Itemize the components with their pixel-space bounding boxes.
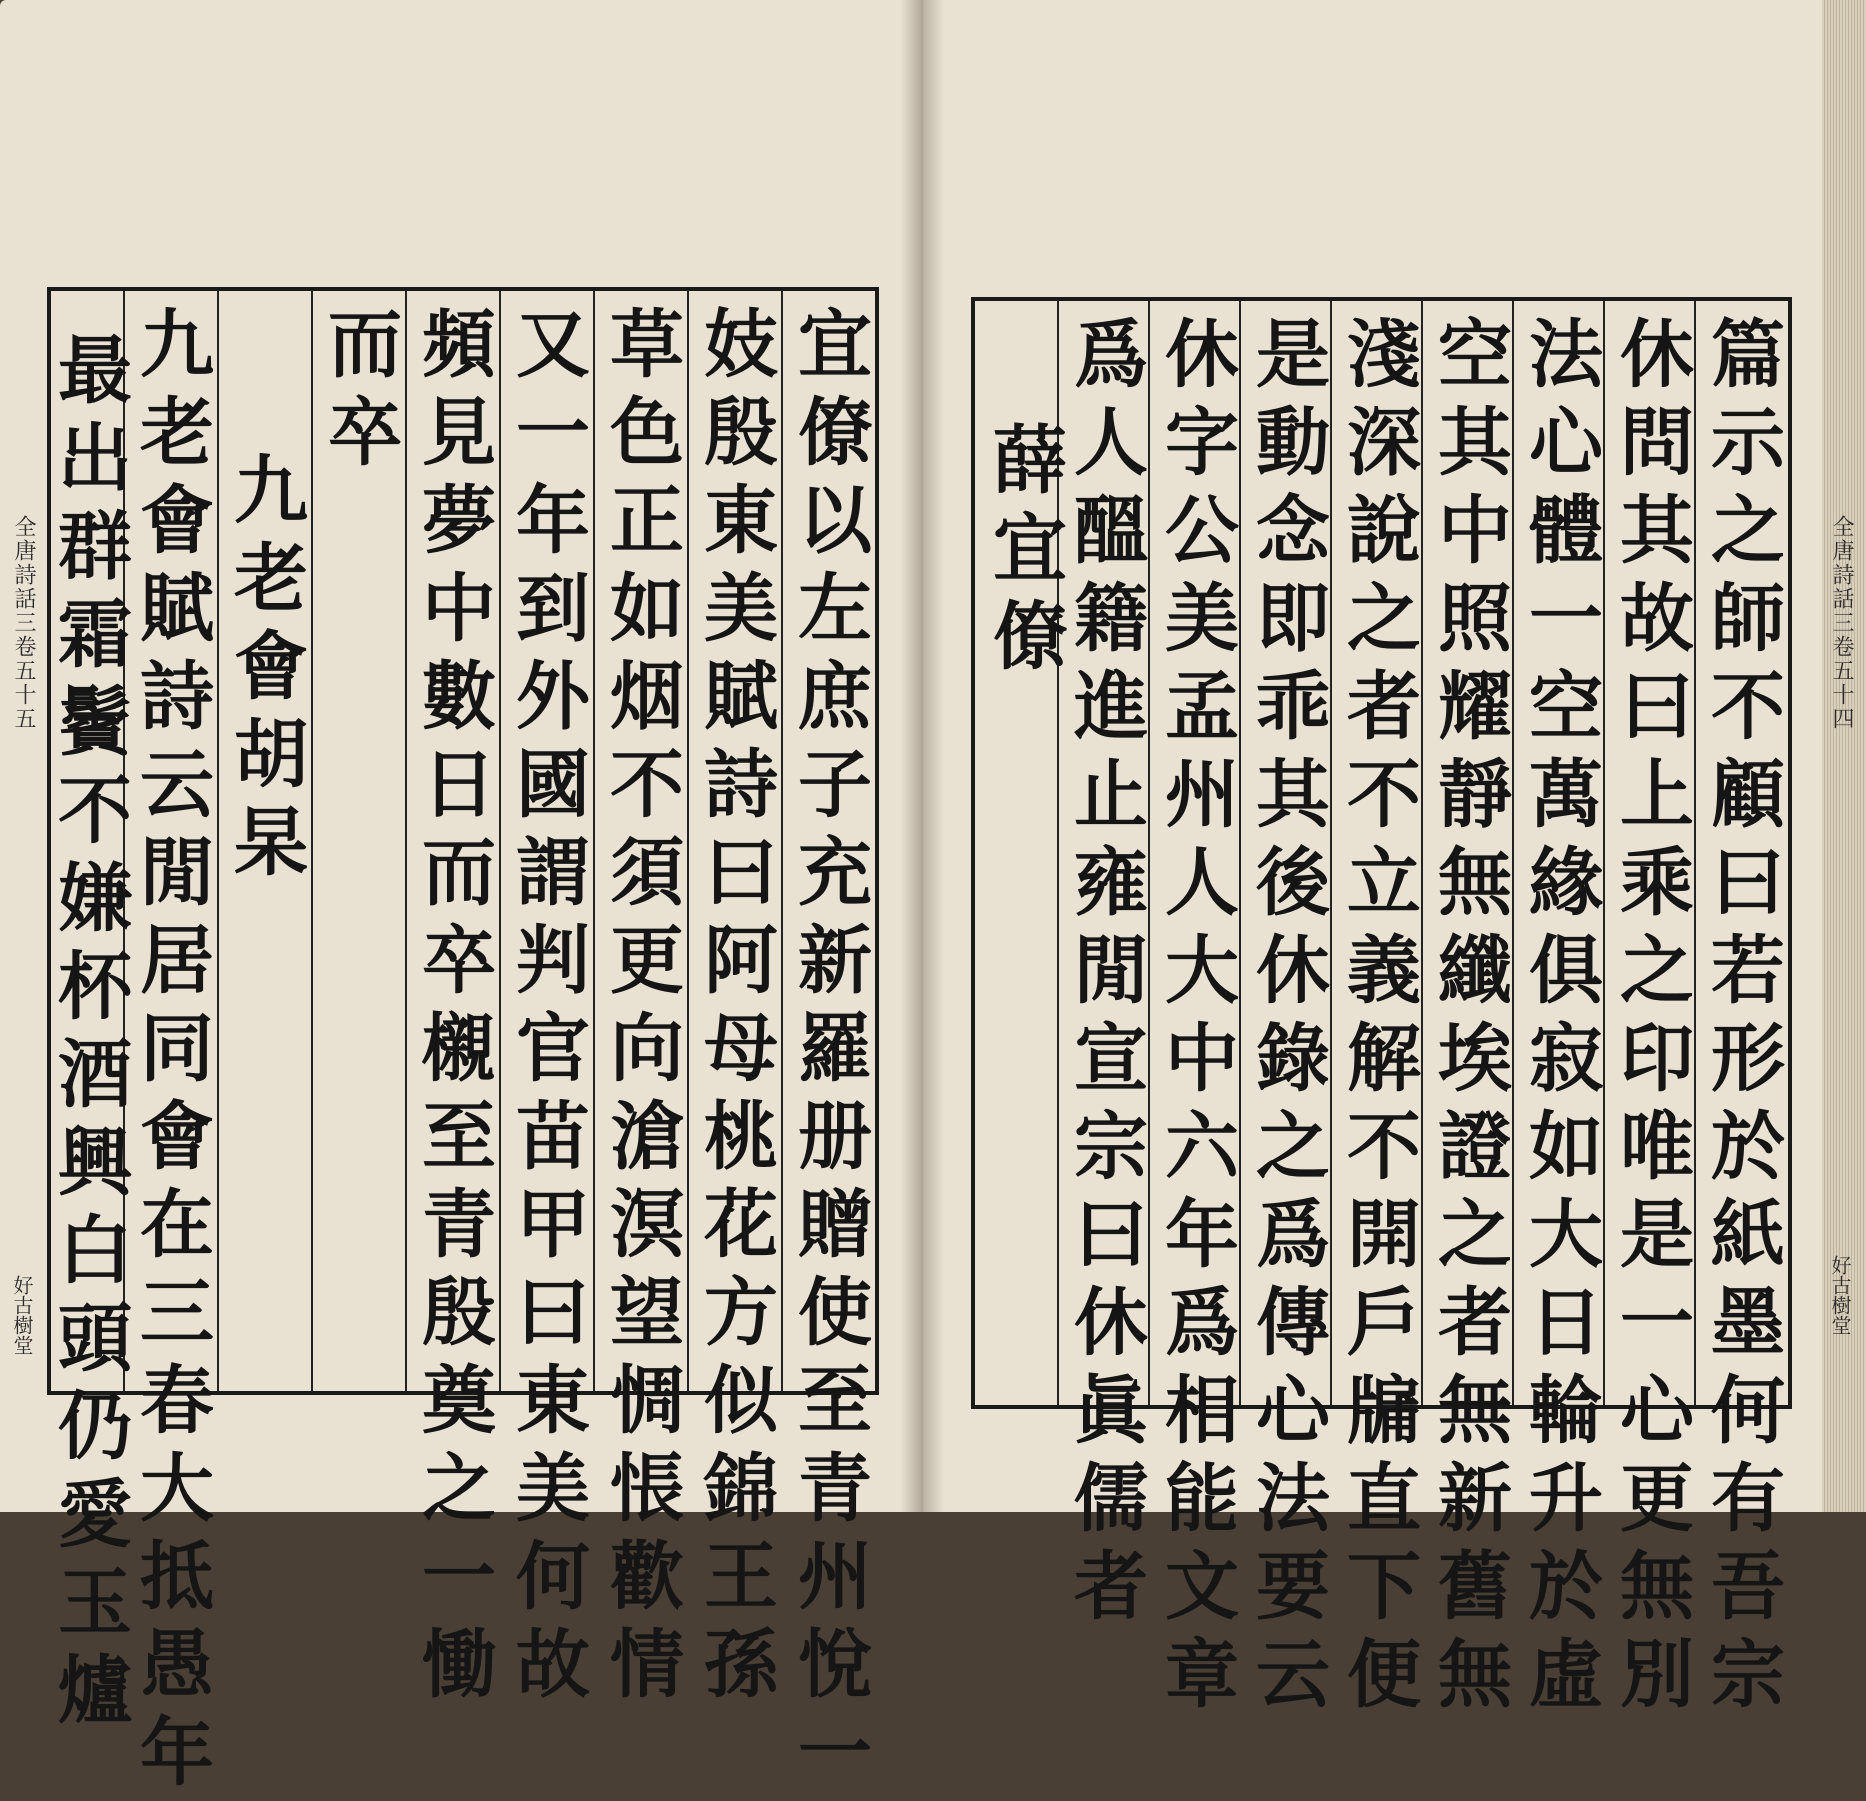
book-gutter: [900, 0, 944, 1512]
text-column: [1239, 301, 1333, 1723]
right-publisher-mark: 好古樹堂: [1828, 1255, 1852, 1335]
left-publisher-mark: 好古樹堂: [10, 1275, 34, 1355]
column-text: 淺深說之者不立義解不開戶牖直下便: [1335, 315, 1421, 1723]
column-text: 休字公美孟州人大中六年爲相能文章: [1153, 315, 1239, 1723]
column-text: 爲人醞籍進止雍閒宣宗曰休眞儒者: [1062, 315, 1148, 1635]
column-text: 妓殷東美賦詩曰阿母桃花方似錦王孫: [692, 305, 778, 1713]
column-text: 休問其故曰上乘之印唯是一心更無別: [1608, 315, 1694, 1723]
column-text: 篇示之師不顧曰若形於紙墨何有吾宗: [1699, 315, 1785, 1723]
column-text: 最出群霜鬢不嫌杯酒興白頭仍愛玉爐: [46, 331, 132, 1739]
column-text: 是動念即乖其後休錄之爲傳心法要云: [1244, 315, 1330, 1723]
left-margin-label: 全唐詩話三卷五十五: [11, 515, 36, 731]
column-text: 九老會胡杲: [222, 451, 308, 891]
text-column: [499, 291, 593, 1713]
column-text: 草色正如烟不須更向滄溟望惆悵歡情: [598, 305, 684, 1713]
text-column: [687, 291, 781, 1713]
text-column: [29, 291, 132, 1739]
text-column: [405, 291, 499, 1713]
right-margin-label: 全唐詩話三卷五十四: [1829, 515, 1854, 731]
text-column: [217, 291, 311, 1391]
text-column: [311, 291, 405, 1391]
text-column: [1694, 301, 1788, 1723]
text-column: [593, 291, 687, 1713]
text-column: [1330, 301, 1424, 1723]
column-text: 薛宜僚: [981, 421, 1067, 685]
column-text: 九老會賦詩云閒居同會在三春大抵愚年: [128, 305, 214, 1801]
text-column: [1057, 301, 1151, 1635]
text-column: [781, 291, 875, 1801]
text-column: [123, 291, 217, 1801]
text-column: [1512, 301, 1606, 1723]
text-column: [1148, 301, 1242, 1723]
left-text-frame: [46, 287, 879, 1801]
column-text: 頻見夢中數日而卒櫬至青殷奠之一慟: [410, 305, 496, 1713]
column-text: 宜僚以左庶子充新羅册贈使至青州悅一: [786, 305, 872, 1801]
column-text: 又一年到外國謂判官苗甲曰東美何故: [504, 305, 590, 1713]
text-column: [966, 301, 1067, 1405]
text-column: [1603, 301, 1697, 1723]
column-text: 而卒: [316, 305, 402, 481]
text-column: [1421, 301, 1515, 1723]
column-text: 空其中照耀靜無纖埃證之者無新舊無: [1426, 315, 1512, 1723]
column-text: 法心體一空萬緣俱寂如大日輪升於虛: [1517, 315, 1603, 1723]
right-text-frame: [971, 297, 1792, 1723]
